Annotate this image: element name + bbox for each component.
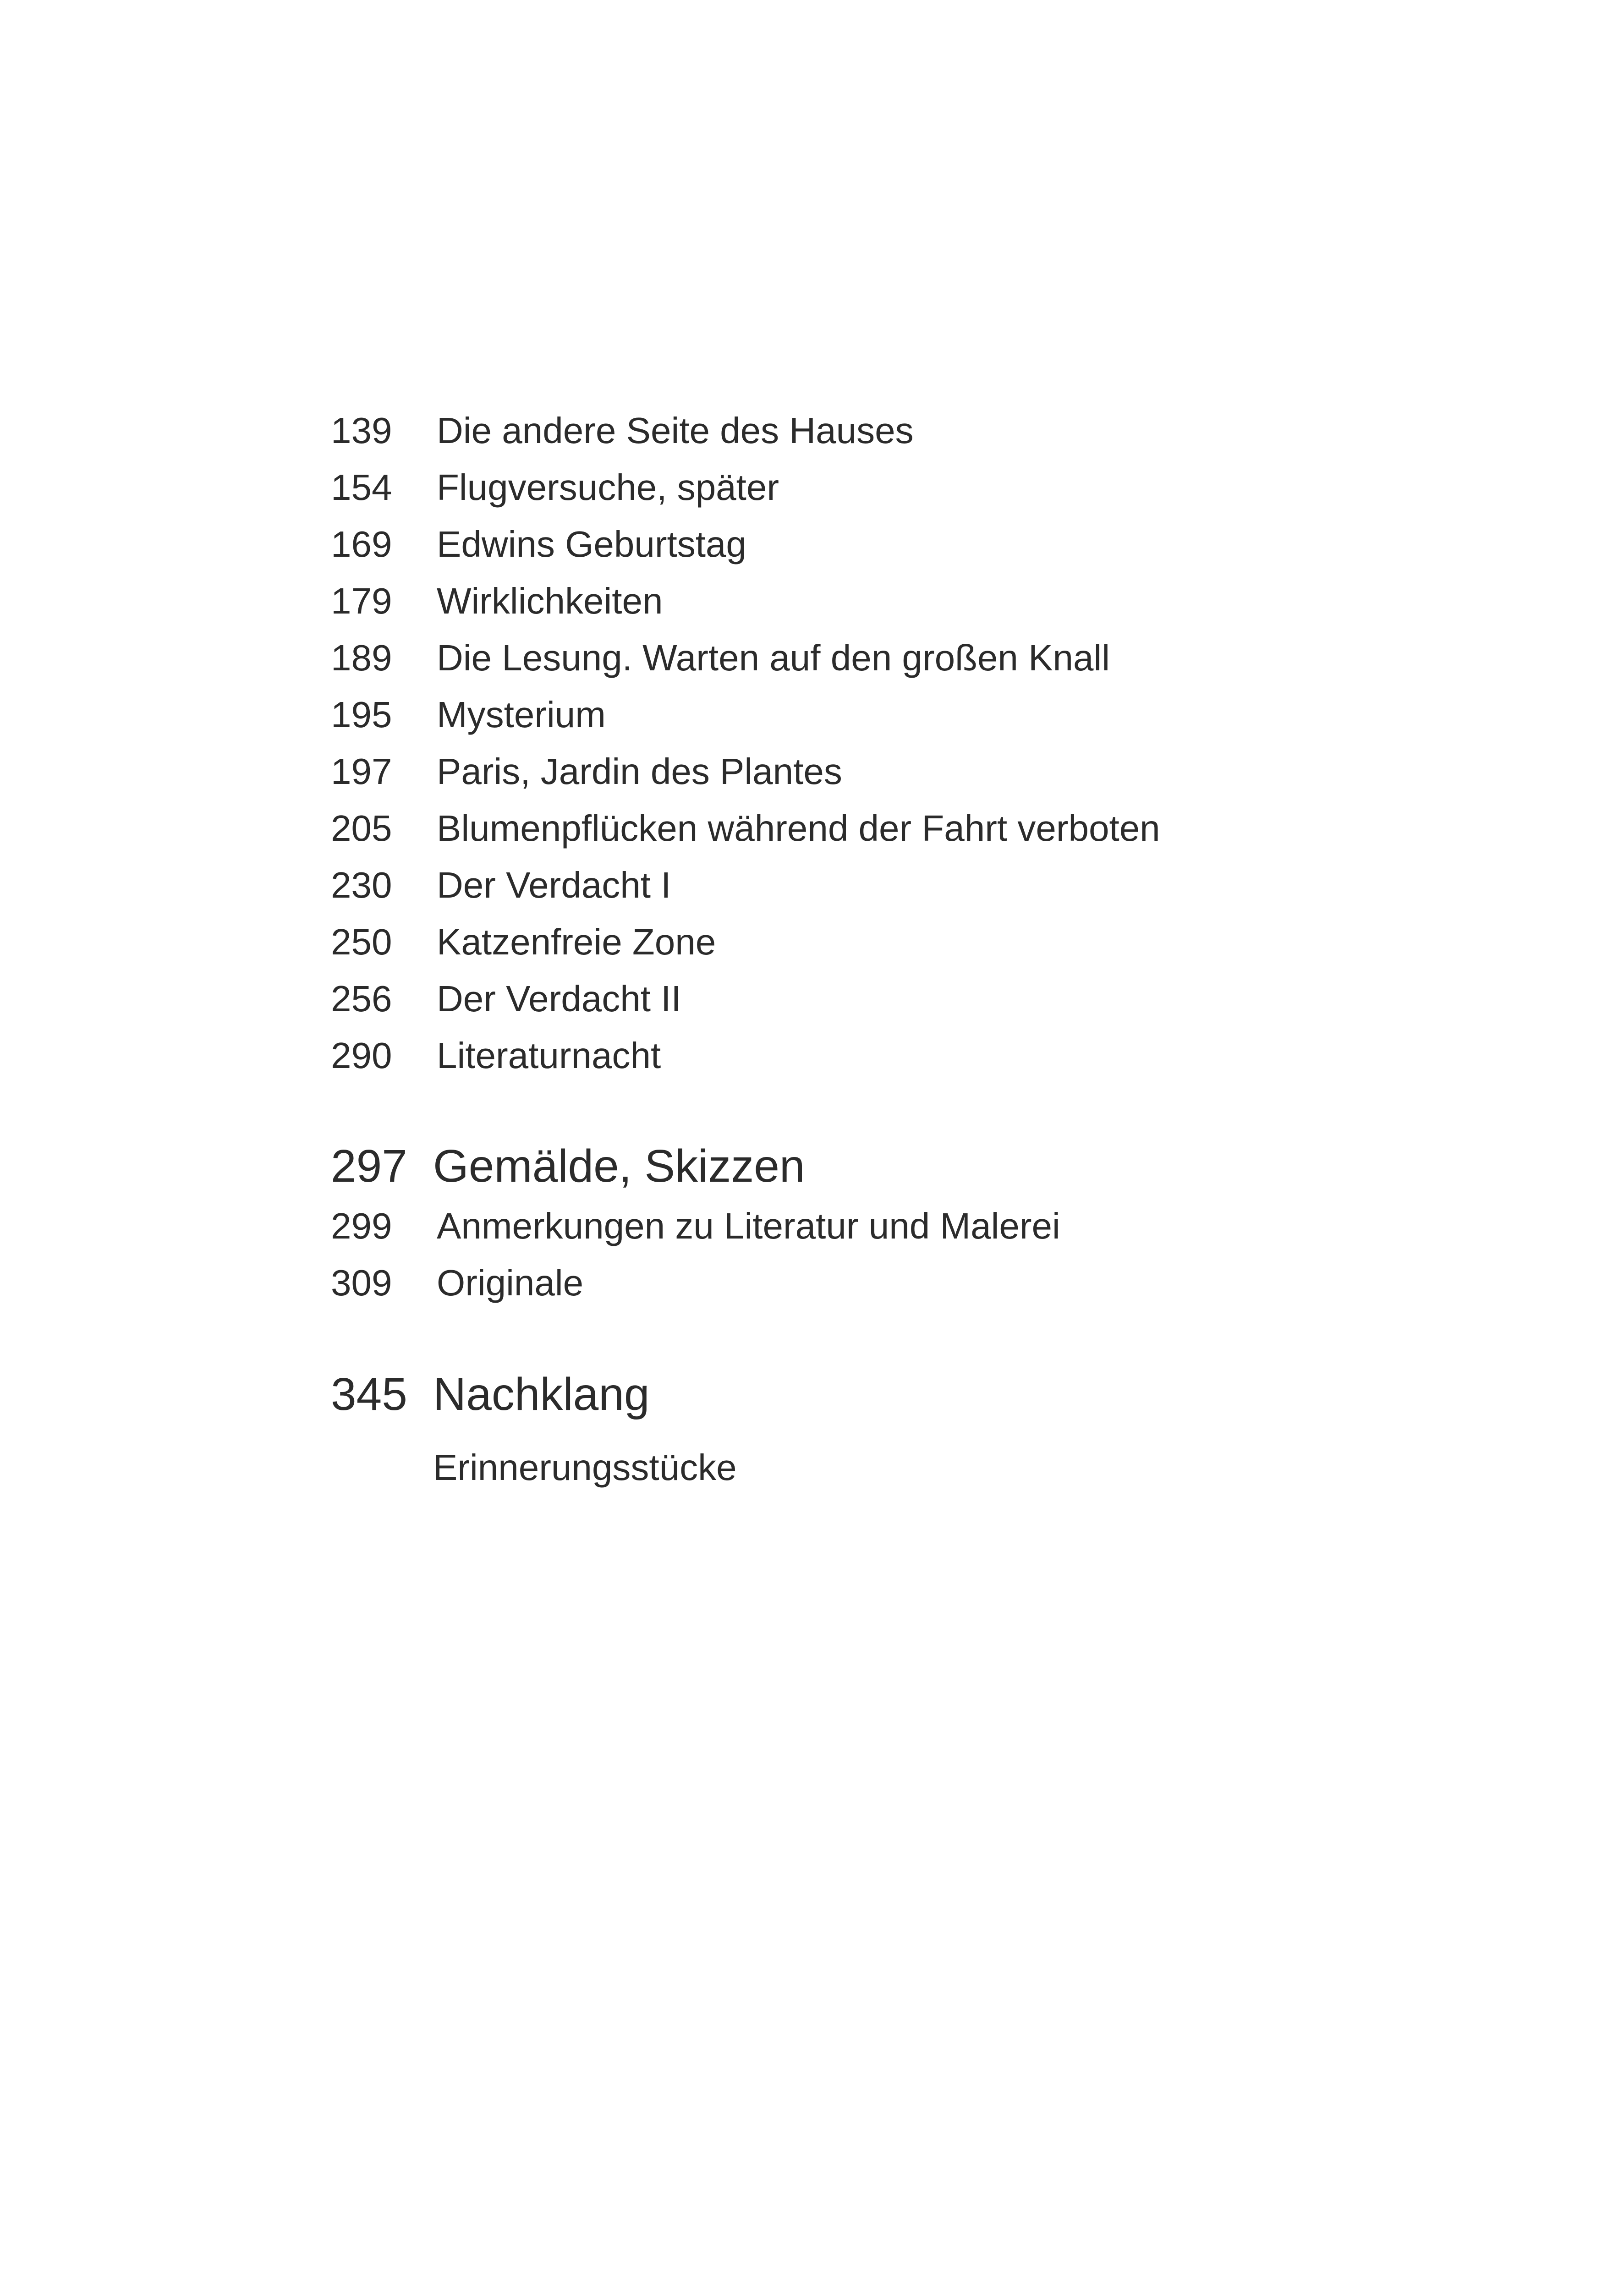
toc-entry [0, 1030, 1624, 1081]
toc-entry [0, 803, 1624, 854]
toc-title: Blumenpflücken während der Fahrt verboten [437, 808, 1160, 849]
toc-section-heading [0, 1136, 1624, 1196]
toc-page-number: 299 [331, 1206, 392, 1246]
toc-entry [0, 1258, 1624, 1308]
toc-page-number: 256 [331, 978, 392, 1019]
toc-entry [0, 860, 1624, 910]
toc-title: Paris, Jardin des Plantes [437, 751, 842, 792]
toc-title: Edwins Geburtstag [437, 524, 746, 565]
toc-page-number: 205 [331, 808, 392, 849]
toc-page-number: 139 [331, 410, 392, 451]
toc-entry [0, 1201, 1624, 1251]
toc-title: Literaturnacht [437, 1035, 661, 1076]
toc-section-title: Nachklang [433, 1369, 650, 1420]
toc-page-number: 195 [331, 694, 392, 735]
toc-entry [0, 746, 1624, 797]
toc-title: Der Verdacht II [437, 978, 681, 1019]
toc-page-number: 197 [331, 751, 392, 792]
toc-title: Anmerkungen zu Literatur und Malerei [437, 1206, 1060, 1246]
toc-title: Mysterium [437, 694, 606, 735]
toc-section-subtitle: Erinnerungsstücke [433, 1447, 737, 1488]
toc-page-number: 189 [331, 637, 392, 678]
toc-entry [0, 690, 1624, 740]
toc-title: Wirklichkeiten [437, 581, 663, 621]
toc-entry [0, 917, 1624, 967]
toc-section-page-number: 345 [331, 1369, 407, 1420]
toc-page-number: 250 [331, 921, 392, 962]
toc-title: Flugversuche, später [437, 467, 779, 508]
toc-page-number: 169 [331, 524, 392, 565]
toc-title: Die andere Seite des Hauses [437, 410, 914, 451]
toc-entry [0, 519, 1624, 570]
toc-title: Der Verdacht I [437, 865, 671, 905]
toc-entry [0, 462, 1624, 513]
toc-page-number: 230 [331, 865, 392, 905]
toc-page-number: 179 [331, 581, 392, 621]
toc-entry [0, 974, 1624, 1024]
toc-title: Die Lesung. Warten auf den großen Knall [437, 637, 1110, 678]
toc-page-number: 154 [331, 467, 392, 508]
toc-entry [0, 576, 1624, 626]
toc-entry [0, 406, 1624, 456]
toc-section-title: Gemälde, Skizzen [433, 1140, 805, 1192]
toc-page-number: 290 [331, 1035, 392, 1076]
toc-section-heading [0, 1365, 1624, 1424]
toc-title: Originale [437, 1262, 584, 1303]
toc-title: Katzenfreie Zone [437, 921, 716, 962]
toc-entry [0, 633, 1624, 683]
toc-page-number: 309 [331, 1262, 392, 1303]
toc-section-page-number: 297 [331, 1140, 407, 1192]
